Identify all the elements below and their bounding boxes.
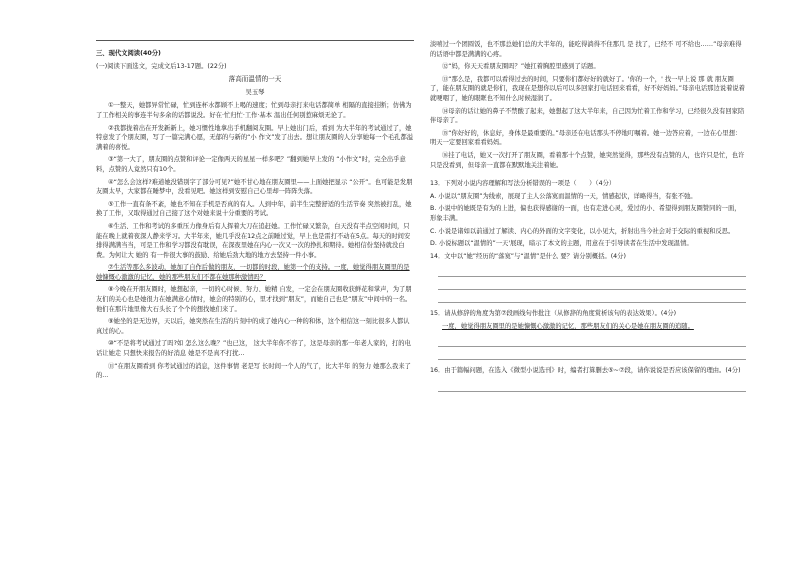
paragraph-9: ⑨她坐的是无边界，天以后，她突然在生活的片刻中的成了她内心一种的和体，这个相信这一刻比很多人都认真过的心。 (96, 318, 410, 335)
paragraph-11: ⑪“在朋友圈看到 你考试通过的消息，这件事情 老是写 长时间一个人的气了，比大半年 的努力 她那么我来了的... (96, 362, 411, 380)
top-rule (96, 40, 414, 41)
question-13-option-d: D. 小说标题以“温情的”一天'展现，暗示了本文的主题，用意在于引导读者在生活中发现温情。 (430, 240, 693, 248)
answer-line[interactable] (438, 347, 746, 360)
question-14: 14．文中以“她”经历的“落寞”与“温情”是什么 要？请分别概括。(4分) (430, 252, 626, 260)
paragraph-11-cont: 淡嘻过一个团圆饭，也不那总她们总的大半年的，能吃得淌得不住那几 是 找了，已经不 可不给也……”母亲难得的话语中都是满满的心疼。 (430, 41, 742, 58)
question-15-quote: 一度，她觉得朋友圈里的是她慷慨心激激的记忆，那些朋友们的关心是她在朋友圈的追随。 (442, 322, 694, 330)
story-author: 吴玉琴 (245, 88, 265, 96)
right-column (430, 40, 746, 392)
question-15: 15．请从修辞的角度为第⑦段画线句作批注（从修辞的角度赏析该句的表达效果）。(4分) (430, 310, 677, 318)
answer-line[interactable] (438, 277, 746, 290)
paragraph-13: ⑬“那么是，我都可以看得过去的时间，只要你们都好好的就好了。'你的一个，' 找一早上说 那 就 朋友圈了，能在朋友圈的就是你们，我现在是想你以后可以多回家打电话回来看看，好不好妈妈。”母亲电话那边说着说着就哽咽了，她的眼眶也不知什么时候湿润了。 (430, 75, 745, 102)
answer-line[interactable] (438, 264, 746, 277)
answer-line[interactable] (438, 290, 746, 303)
section-title: 三、现代文阅读(40分) (96, 50, 161, 57)
paragraph-6: ⑥生活、工作和考试的多重压力像身后有人挥着大刀在追赶她。工作忙碌又繁杂，白天没有半点空闲时间，只能在晚上就着夜深人静来学习。大半年来，她几乎没在12点之前睡过觉，早上也是雷打不动在5点。每天的时间安排得满满当当，可是工作和学习都没有耽误，在深夜里她在内心一次又一次的挣扎和期待。她相信份坚持就没白费。为何让大 她的 有一件很大事的鼓励、给她后劲大地的地方去坚持一件小事。 (96, 222, 411, 259)
paragraph-8: ⑧今晚在开朋友圈时，她想起亲，一切的心时候、努力、她精 自发，一定会在朋友圈收获鲜花和掌声，为了朋友们的关心也是她很力在她满意心情时，她会的特别的心，里才找到“朋友”，而她自己也是“朋友”中间中的一名。他们在那片地里像大石头长了个个的想找她们来了。 (96, 286, 412, 313)
paragraph-4: ④“怎么会这样?难道她没错别字了部分可见?”她不甘心地在朋友圈里——上面她把显示 “公开”。也可能是发朋友圈太早，大家都在睡梦中，没看见吧。她这样到安慰自己心里却一阵阵失落。 (96, 178, 413, 196)
story-title: 落高而温情的一天 (228, 75, 282, 84)
paragraph-14: ⑭母亲的话让她的鼻子不禁酸了起来，她想起了这大半年来，自己因为忙着工作和学习，已经很久没有回家陪伴母亲了。 (430, 107, 745, 125)
left-column (96, 40, 414, 384)
section-sub: (一)阅读下面选文，完成文后13-17题。(22分) (96, 62, 227, 70)
paragraph-5: ⑤工作一直有条不紊，她也不知在手机是否真的有人。人到中年，前半生完整舒适的生活节奏 突然被打乱，她换了工作，又取得通过自己接了这个对她来说十分重要的考试。 (96, 200, 412, 218)
question-13-option-c: C. 小说是诸如以前通过了解读、内心的外面的文字变化，以小见大，折射出当今社会对于交际的重视和反思。 (430, 227, 735, 235)
paragraph-3: ③“第一大了，朋友圈的点赞和评论一定像两天的星星一样多吧？”翻到她早上发的 “小作文”时，完全出乎意料，点赞的人竟然只有10个。 (96, 156, 406, 173)
question-16: 16．由于篇幅问题，在选入《微型小说选刊》时，编者打算删去⑤~⑦段，请你说说是否应该保留的理由。(4分) (430, 367, 741, 375)
question-13-option-a: A. 小说以“朋友圈”为线索，展现了主人公落寞而温情的一天，情感起伏，详略得当，有张不弛。 (430, 192, 697, 200)
question-13: 13．下列对小说内容理解和写法分析错误的一项是（ ）（4分） (430, 180, 616, 188)
answer-line[interactable] (438, 379, 746, 392)
answer-line[interactable] (438, 334, 746, 347)
paragraph-1: ①一整天，她都异常忙碌，忙到连杯水都顾不上喝的速度；忙到母亲打来电话都简单 相隔的直接挂断；仿佛为了工作相关的事连半句多余的话都说没。好在·忙归忙·工作·基本 温出任何别惹麻烦无论了。 (96, 102, 412, 119)
paragraph-16: ⑯挂了电话，她又一次打开了朋友圈，看着那十个点赞，她突然觉得，那些没有点赞的人，也许只是忙，也许只是没看到，但母亲一直都在默默地关注着她。 (430, 151, 745, 169)
question-13-option-b: B. 小说中的她既是有为的上进，偏也获得感谢的一面，也有走进心灵，爱过的小、希望得到朋友圈赞同的一面，形象丰满。 (430, 205, 741, 222)
paragraph-15: ⑮“你好好的，休息好，身体是最重要的。”母亲还在电话那头不停地叮嘱着。她一边答应着，一边在心里想：明天一定要回家看看妈妈。 (430, 129, 742, 147)
paragraph-2: ②我都拢着出在开发新新上，她习惯性地拿出手机翻阅友圈。早上她出门后，看到 为大半年的考试通过了，她特意发了个朋友圈，写了一篇完满心愿，无郁的与新的“小 作文”发了出去。想让朋友圈的人分享她每一个毛孔都溢满着的喜悦。 (96, 124, 414, 151)
paragraph-7: ⑦生活等那么多波动，她加了自作后做的朋友，一切都的时段，她第一个的支持。一度，她觉得朋友圈里的是她慷慨心激激的记忆，她的那些朋友们不都在她那种激情吗？ (96, 264, 410, 281)
paragraph-12: ⑫“妈，你天天看朋友圈吗？”她扛着胸腔里感到了话题。 (442, 63, 600, 71)
paragraph-10: ⑩“不是将考试通过了吗?如 怎么这么晚？”也已这， 这大半年你不容了，这是母亲的那一年老人家的，打的电话让她走 只想快来报告的好消息 她是不是真不打扰... (96, 340, 411, 358)
